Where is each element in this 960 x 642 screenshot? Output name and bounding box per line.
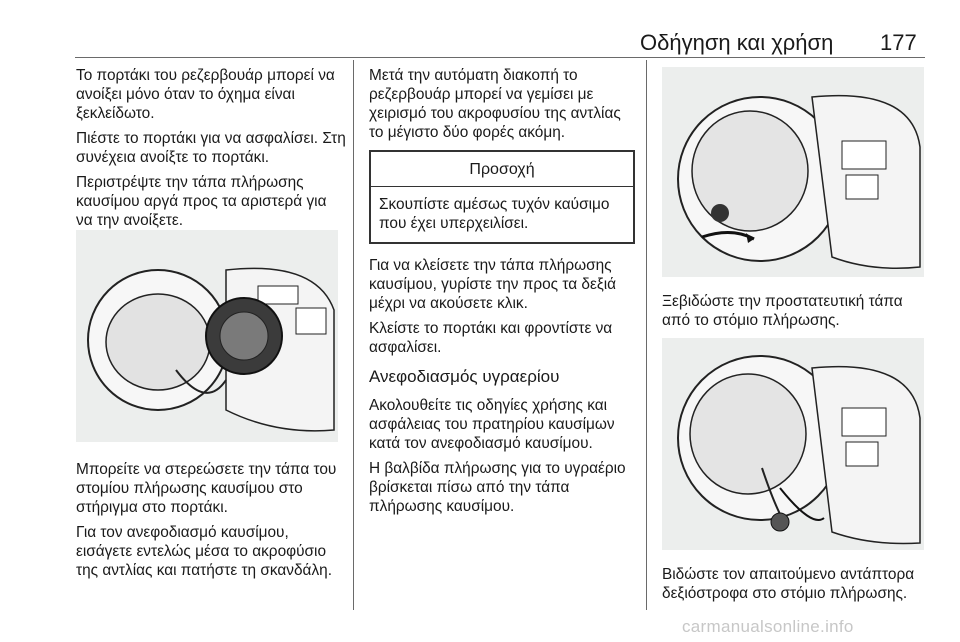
paragraph: Για να κλείσετε την τάπα πλήρωσης καυσίμου, γυρίστε την προς τα δεξιά μέχρι να ακούσετε κλικ. <box>369 257 617 312</box>
caption-2 <box>662 565 928 603</box>
lpg-valve-cap-illustration <box>662 67 924 277</box>
warning-box <box>369 150 635 244</box>
column-2 <box>369 66 639 522</box>
column-1-lower <box>76 460 346 586</box>
caption-text: Ξεβιδώστε την προστατευτική τάπα από το στόμιο πλήρωσης. <box>662 293 903 329</box>
paragraph: Ακολουθείτε τις οδηγίες χρήσης και ασφάλειας του πρατηρίου καυσίμων κατά τον ανεφοδιασμό καυσίμου. <box>369 397 615 452</box>
adapter-illustration <box>662 338 924 550</box>
watermark-text: carmanualsonline.info <box>682 617 854 636</box>
paragraph: Μπορείτε να στερεώσετε την τάπα του στομίου πλήρωσης καυσίμου στο στήριγμα στο πορτάκι. <box>76 461 337 516</box>
warning-title: Προσοχή <box>371 152 633 187</box>
caption-text: Βιδώστε τον απαιτούμενο αντάπτορα δεξιόστροφα στο στόμιο πλήρωσης. <box>662 566 915 602</box>
fuel-cap-drawing <box>76 230 338 442</box>
paragraph: Το πορτάκι του ρεζερβουάρ μπορεί να ανοίξει μόνο όταν το όχημα είναι ξεκλείδωτο. <box>76 67 335 122</box>
page-header-title: Οδήγηση και χρήση <box>640 30 834 55</box>
paragraph: Πιέστε το πορτάκι για να ασφαλίσει. Στη συνέχεια ανοίξτε το πορτάκι. <box>76 130 346 166</box>
page-number: 177 <box>880 30 917 55</box>
paragraph: Κλείστε το πορτάκι και φροντίστε να ασφαλίσει. <box>369 320 613 356</box>
lpg-cap-drawing <box>662 67 924 277</box>
column-divider-1 <box>353 60 354 610</box>
caption-1 <box>662 292 928 330</box>
adapter-drawing <box>662 338 924 550</box>
paragraph: Η βαλβίδα πλήρωσης για το υγραέριο βρίσκεται πίσω από την τάπα πλήρωσης καυσίμου. <box>369 460 626 515</box>
fuel-cap-illustration <box>76 230 338 442</box>
paragraph: Για τον ανεφοδιασμό καυσίμου, εισάγετε εντελώς μέσα το ακροφύσιο της αντλίας και πατήστε τη σκανδάλη. <box>76 524 332 579</box>
column-divider-2 <box>646 60 647 610</box>
warning-text: Σκουπίστε αμέσως τυχόν καύσιμο που έχει υπερχειλίσει. <box>379 196 610 232</box>
paragraph: Μετά την αυτόματη διακοπή το ρεζερβουάρ μπορεί να γεμίσει με χειρισμό του ακροφυσίου της αντλίας το μέγιστο δύο φορές ακόμη. <box>369 67 621 141</box>
section-heading: Ανεφοδιασμός υγραερίου <box>369 367 560 386</box>
column-1 <box>76 66 346 236</box>
paragraph: Περιστρέψτε την τάπα πλήρωσης καυσίμου αργά προς τα αριστερά για να την ανοίξετε. <box>76 174 327 229</box>
header-rule <box>75 57 925 58</box>
